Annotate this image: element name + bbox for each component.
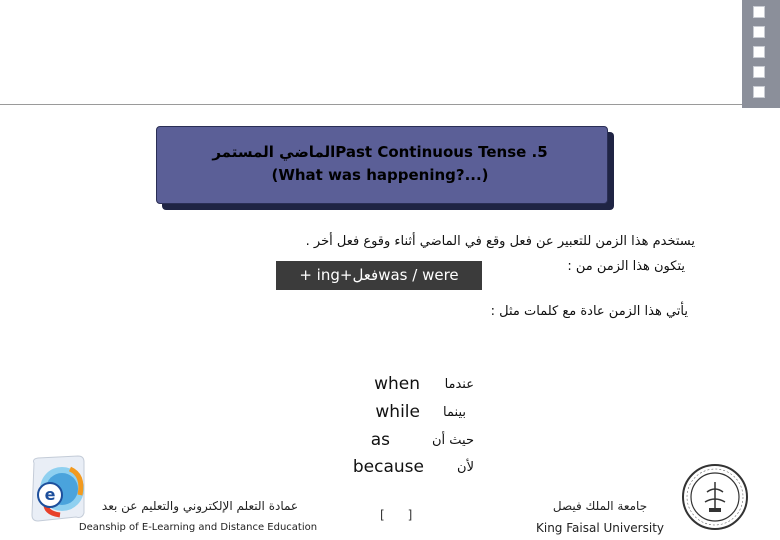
university-name-en: King Faisal University bbox=[535, 521, 664, 535]
slide-subtitle: (What was happening?...) bbox=[271, 166, 489, 184]
corner-decoration bbox=[742, 0, 780, 108]
e-learning-logo-icon bbox=[24, 455, 90, 529]
keyword-en-because: because bbox=[352, 457, 424, 477]
university-name-ar: جامعة الملك فيصل bbox=[552, 499, 648, 513]
header-divider bbox=[0, 104, 742, 105]
keyword-ar-because: لأن bbox=[457, 460, 474, 475]
keyword-ar-when: عندما bbox=[444, 377, 474, 392]
keyword-ar-as: حيث أن bbox=[431, 433, 474, 448]
keyword-ar-while: بينما bbox=[443, 405, 466, 420]
university-seal-icon bbox=[680, 462, 750, 532]
corner-square bbox=[753, 46, 765, 58]
page-number-placeholder: [ ] bbox=[380, 508, 413, 522]
svg-text:e: e bbox=[44, 485, 56, 504]
keywords-intro: يأتي هذا الزمن عادة مع كلمات مثل : bbox=[490, 304, 688, 319]
title-box bbox=[156, 126, 608, 204]
corner-square bbox=[753, 86, 765, 98]
slide-title: الماضي المستمرPast Continuous Tense .5 bbox=[212, 143, 548, 161]
keyword-en-as: as bbox=[370, 430, 390, 450]
usage-description: يستخدم هذا الزمن للتعبير عن فعل وقع في الماضي أثناء وقوع فعل أخر . bbox=[305, 234, 695, 249]
keyword-en-while: while bbox=[375, 402, 420, 422]
corner-square bbox=[753, 66, 765, 78]
keyword-en-when: when bbox=[374, 374, 420, 394]
formula-box: + ing+فعلwas / were bbox=[276, 261, 482, 290]
formation-label: يتكون هذا الزمن من : bbox=[567, 259, 685, 274]
deanship-name-ar: عمادة التعلم الإلكتروني والتعليم عن بعد bbox=[101, 499, 299, 513]
corner-square bbox=[753, 6, 765, 18]
corner-square bbox=[753, 26, 765, 38]
deanship-name-en: Deanship of E-Learning and Distance Education bbox=[78, 522, 318, 533]
